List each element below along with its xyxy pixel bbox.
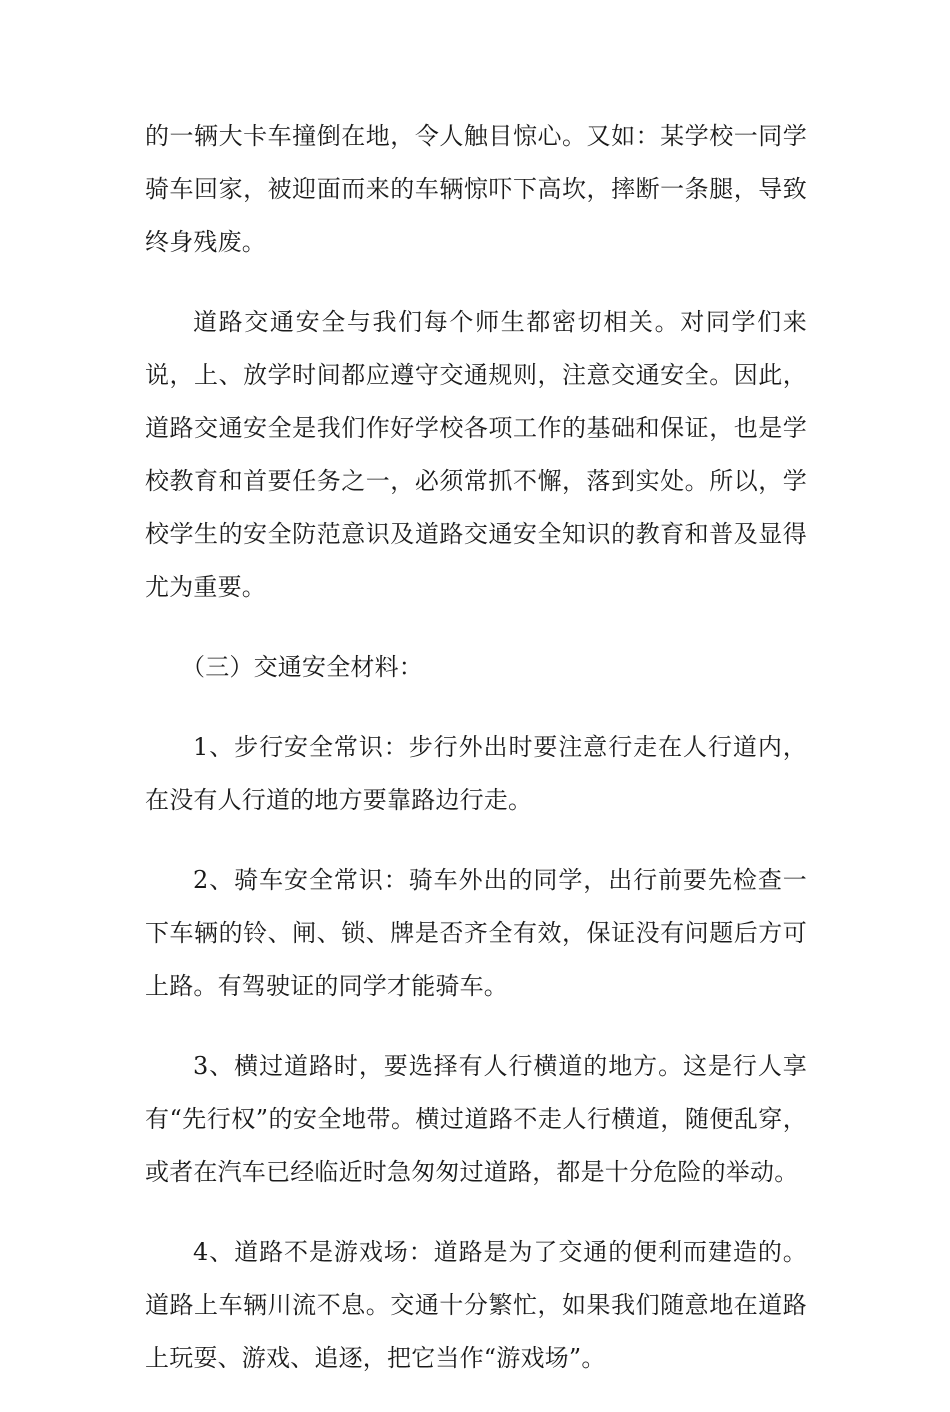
list-item-walking-safety: 1、步行安全常识：步行外出时要注意行走在人行道内，在没有人行道的地方要靠路边行走。 (145, 733, 807, 814)
document-body (145, 110, 807, 1412)
section-heading-traffic-safety-materials: （三）交通安全材料： (181, 653, 423, 681)
list-item-cycling-safety: 2、骑车安全常识：骑车外出的同学，出行前要先检查一下车辆的铃、闸、锁、牌是否齐全有效，保证没有问题后方可上路。有驾驶证的同学才能骑车。 (145, 866, 807, 1000)
paragraph-traffic-safety-importance: 道路交通安全与我们每个师生都密切相关。对同学们来说，上、放学时间都应遵守交通规则，注意交通安全。因此，道路交通安全是我们作好学校各项工作的基础和保证，也是学校教育和首要任务之一，必须常抓不懈，落到实处。所以，学校学生的安全防范意识及道路交通安全知识的教育和普及显得尤为重要。 (145, 308, 807, 601)
list-item-crossing-road: 3、横过道路时，要选择有人行横道的地方。这是行人享有“先行权”的安全地带。横过道路不走人行横道，随便乱穿，或者在汽车已经临近时急匆匆过道路，都是十分危险的举动。 (145, 1052, 807, 1186)
list-item-road-not-playground: 4、道路不是游戏场：道路是为了交通的便利而建造的。道路上车辆川流不息。交通十分繁忙，如果我们随意地在道路上玩耍、游戏、追逐，把它当作“游戏场”。 (145, 1238, 807, 1372)
paragraph-continuation: 的一辆大卡车撞倒在地，令人触目惊心。又如：某学校一同学骑车回家，被迎面而来的车辆惊吓下高坎，摔断一条腿，导致终身残废。 (145, 122, 807, 256)
